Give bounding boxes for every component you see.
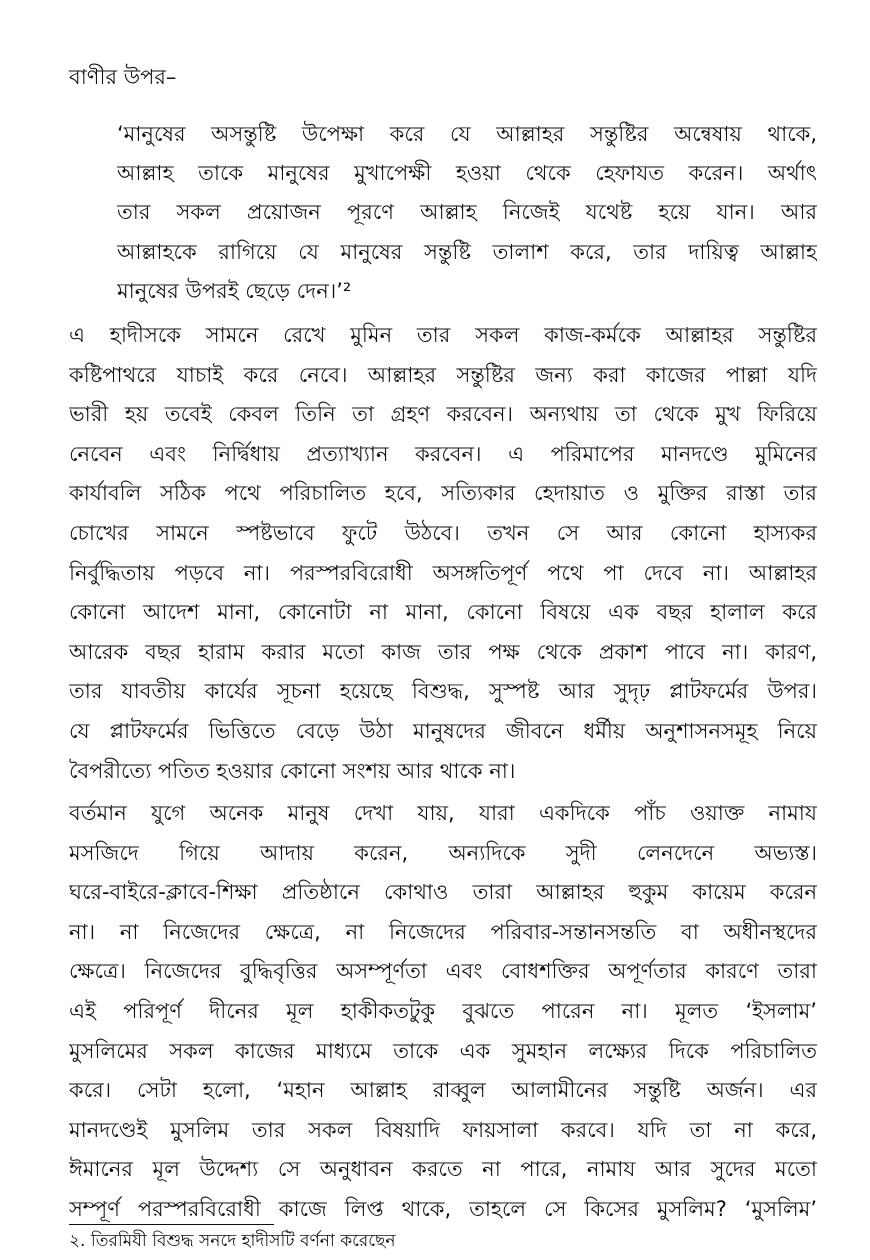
paragraph-line: ক্ষেত্রে। নিজেদের বুদ্ধিবৃত্তির অসম্পূর্ণতা এবং বোধশক্তির অপূর্ণতার কারণে তারা bbox=[69, 959, 817, 984]
paragraph-line: না। না নিজেদের ক্ষেত্রে, না নিজেদের পরিবার-সন্তানসন্ততি বা অধীনস্থদের bbox=[69, 919, 817, 944]
quote-line: ‘মানুষের অসন্তুষ্টি উপেক্ষা করে যে আল্লাহর সন্তুষ্টির অন্বেষায় থাকে, bbox=[117, 122, 817, 146]
intro-text: বাণীর উপর– bbox=[69, 65, 177, 89]
paragraph-line: আরেক বছর হারাম করার মতো কাজ তার পক্ষ থেকে প্রকাশ পাবে না। কারণ, bbox=[69, 639, 817, 664]
paragraph-line: ঈমানের মূল উদ্দেশ্য সে অনুধাবন করতে না পারে, নামায আর সুদের মতো bbox=[69, 1157, 817, 1182]
paragraph-line: কোনো আদেশ মানা, কোনোটা না মানা, কোনো বিষয়ে এক বছর হালাল করে bbox=[69, 600, 817, 625]
paragraph-line: চোখের সামনে স্পষ্টভাবে ফুটে উঠবে। তখন সে আর কোনো হাস্যকর bbox=[69, 520, 817, 545]
paragraph-line: যে প্লাটফর্মের ভিত্তিতে বেড়ে উঠা মানুষদের জীবনে ধর্মীয় অনুশাসনসমূহ নিয়ে bbox=[69, 718, 817, 743]
footnote-divider bbox=[69, 1224, 274, 1225]
paragraph-line: নির্বুদ্ধিতায় পড়বে না। পরস্পরবিরোধী অসঙ্গতিপূর্ণ পথে পা দেবে না। আল্লাহর bbox=[69, 560, 817, 585]
paragraph-line: তার যাবতীয় কার্যের সূচনা হয়েছে বিশুদ্ধ, সুস্পষ্ট আর সুদৃঢ় প্লাটফর্মের উপর। bbox=[69, 679, 817, 704]
quote-line: আল্লাহকে রাগিয়ে যে মানুষের সন্তুষ্টি তালাশ করে, তার দায়িত্ব আল্লাহ bbox=[117, 239, 817, 264]
paragraph-line: মসজিদে গিয়ে আদায় করেন, অন্যদিকে সুদী লেনদেনে অভ্যস্ত। bbox=[69, 840, 817, 865]
paragraph-line: কষ্টিপাথরে যাচাই করে নেবে। আল্লাহর সন্তুষ্টির জন্য করা কাজের পাল্লা যদি bbox=[69, 362, 817, 387]
quote-line: তার সকল প্রয়োজন পূরণে আল্লাহ নিজেই যথেষ্ট হয়ে যান। আর bbox=[117, 200, 817, 225]
paragraph-line: কার্যাবলি সঠিক পথে পরিচালিত হবে, সত্যিকার হেদায়াত ও মুক্তির রাস্তা তার bbox=[69, 481, 817, 506]
paragraph-line: বর্তমান যুগে অনেক মানুষ দেখা যায়, যারা একদিকে পাঁচ ওয়াক্ত নামায bbox=[69, 801, 817, 825]
paragraph-line: ঘরে-বাইরে-ক্লাবে-শিক্ষা প্রতিষ্ঠানে কোথাও তারা আল্লাহর হুকুম কায়েম করেন bbox=[69, 880, 817, 905]
quote-line: মানুষের উপরই ছেড়ে দেন।’² bbox=[117, 278, 352, 303]
quote-line: আল্লাহ তাকে মানুষের মুখাপেক্ষী হওয়া থেকে হেফাযত করেন। অর্থাৎ bbox=[117, 161, 817, 186]
paragraph-line: এই পরিপূর্ণ দীনের মূল হাকীকতটুকু বুঝতে পারেন না। মূলত ‘ইসলাম’ bbox=[69, 998, 817, 1023]
paragraph-line: মুসলিমের সকল কাজের মাধ্যমে তাকে এক সুমহান লক্ষ্যের দিকে পরিচালিত bbox=[69, 1038, 817, 1063]
paragraph-line: বৈপরীত্যে পতিত হওয়ার কোনো সংশয় আর থাকে না। bbox=[69, 758, 516, 783]
paragraph-line: ভারী হয় তবেই কেবল তিনি তা গ্রহণ করবেন। অন্যথায় তা থেকে মুখ ফিরিয়ে bbox=[69, 402, 817, 427]
paragraph-line: এ হাদীসকে সামনে রেখে মুমিন তার সকল কাজ-কর্মকে আল্লাহর সন্তুষ্টির bbox=[69, 323, 817, 347]
body-paragraph-2 bbox=[69, 794, 817, 1230]
body-paragraph-1 bbox=[69, 316, 817, 791]
paragraph-line: করে। সেটা হলো, ‘মহান আল্লাহ রাব্বুল আলামীনের সন্তুষ্টি অর্জন। এর bbox=[69, 1078, 817, 1103]
footnote-text: ২. তিরমিযী বিশুদ্ধ সনদে হাদীসটি বর্ণনা করেছেন bbox=[69, 1231, 396, 1251]
hadith-quote-block bbox=[117, 115, 817, 311]
paragraph-line: মানদণ্ডেই মুসলিম তার সকল বিষয়াদি ফায়সালা করবে। যদি তা না করে, bbox=[69, 1117, 817, 1142]
paragraph-line: সম্পূর্ণ পরস্পরবিরোধী কাজে লিপ্ত থাকে, তাহলে সে কিসের মুসলিম? ‘মুসলিম’ bbox=[69, 1196, 817, 1221]
paragraph-line: নেবেন এবং নির্দ্বিধায় প্রত্যাখ্যান করবেন। এ পরিমাপের মানদণ্ডে মুমিনের bbox=[69, 441, 817, 466]
